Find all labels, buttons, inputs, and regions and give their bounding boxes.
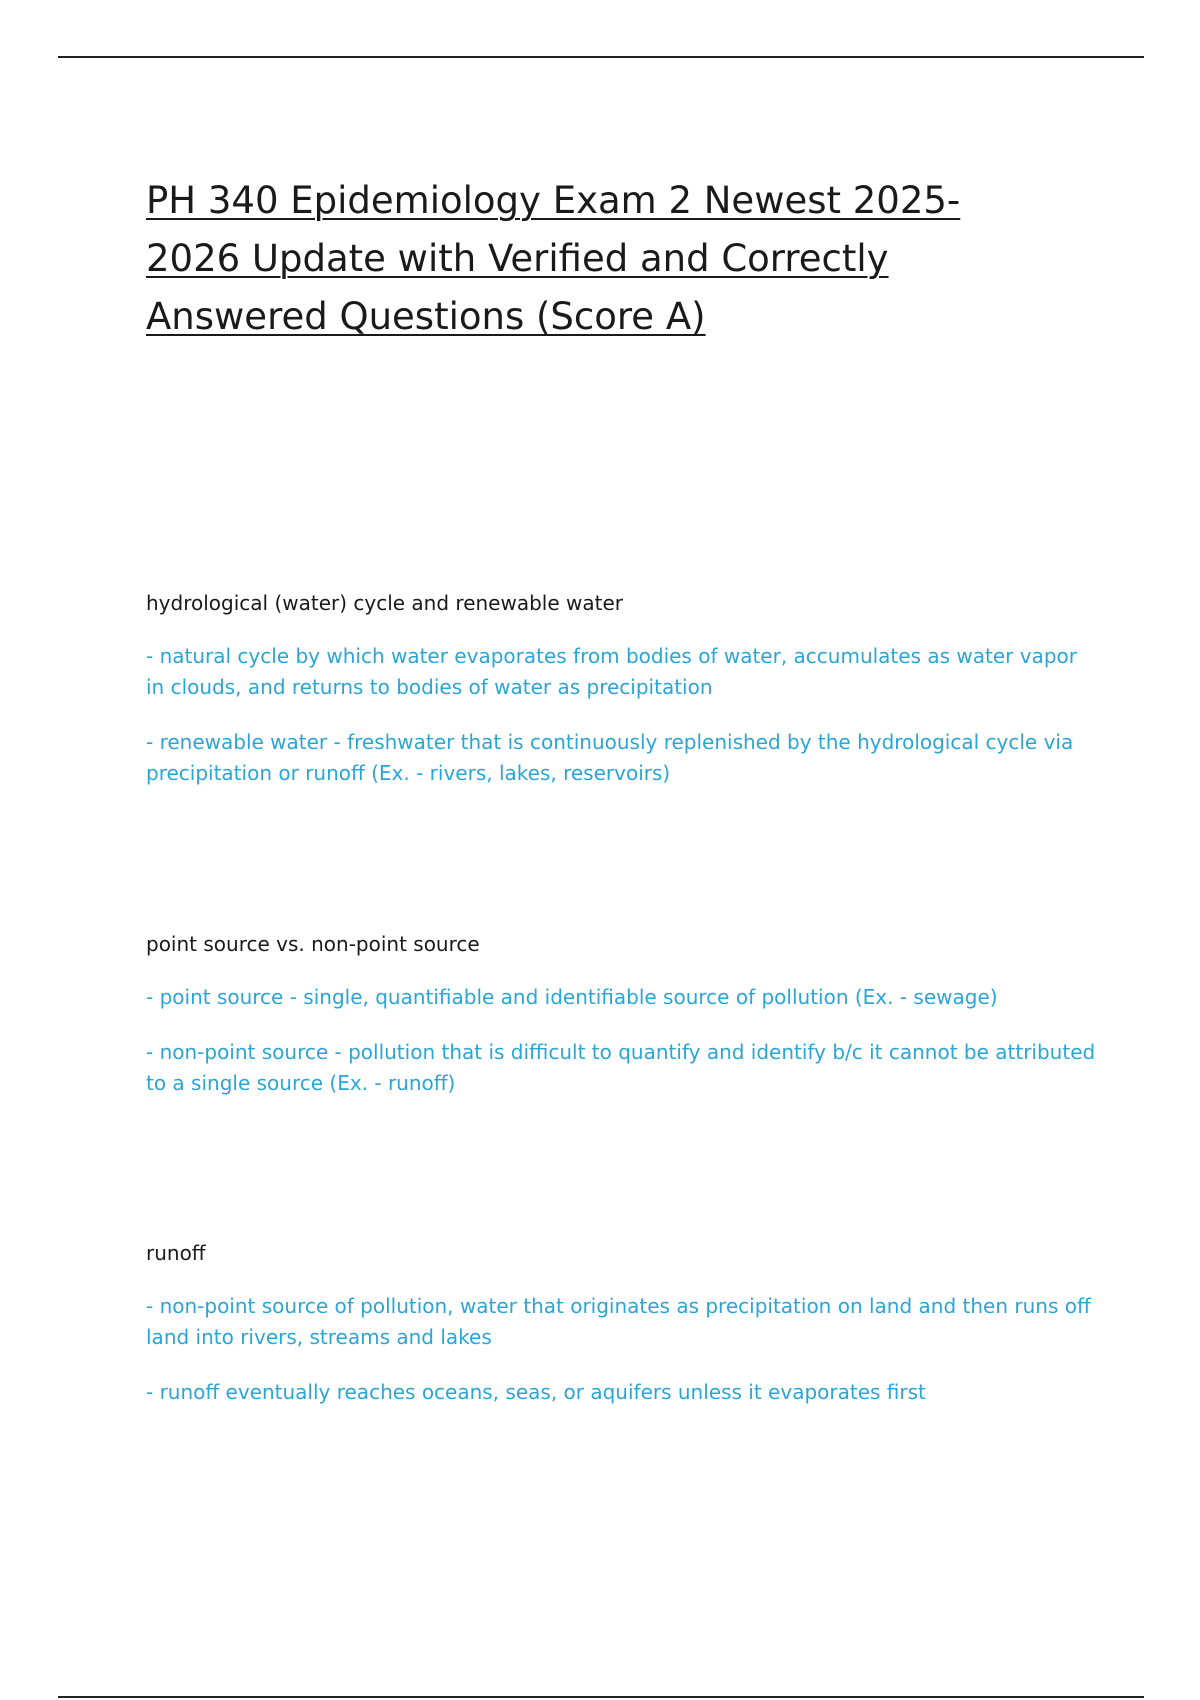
answer-text: - non-point source - pollution that is difficult to quantify and identify b/c it cannot be attributed to a single source (Ex. - runoff) [146,1040,1096,1095]
question-text: hydrological (water) cycle and renewable water [146,591,623,615]
top-rule [58,56,1144,58]
qa-item [146,929,1096,1099]
qa-item [146,588,1096,789]
question-text: point source vs. non-point source [146,932,480,956]
bottom-rule [58,1696,1144,1698]
answer-text: - runoff eventually reaches oceans, seas, or aquifers unless it evaporates first [146,1380,926,1404]
answer-text: - natural cycle by which water evaporates from bodies of water, accumulates as water vapor in clouds, and returns to bodies of water as precipitation [146,644,1077,699]
answer-text: - point source - single, quantifiable and identifiable source of pollution (Ex. - sewage) [146,985,998,1009]
qa-item [146,1238,1096,1408]
document-title: PH 340 Epidemiology Exam 2 Newest 2025-2026 Update with Verified and Correctly Answered Questions (Score A) [146,179,961,338]
answer-text: - renewable water - freshwater that is continuously replenished by the hydrological cycle via precipitation or runoff (Ex. - rivers, lakes, reservoirs) [146,730,1074,785]
answer-text: - non-point source of pollution, water that originates as precipitation on land and then runs off land into rivers, streams and lakes [146,1294,1091,1349]
question-text: runoff [146,1241,206,1265]
